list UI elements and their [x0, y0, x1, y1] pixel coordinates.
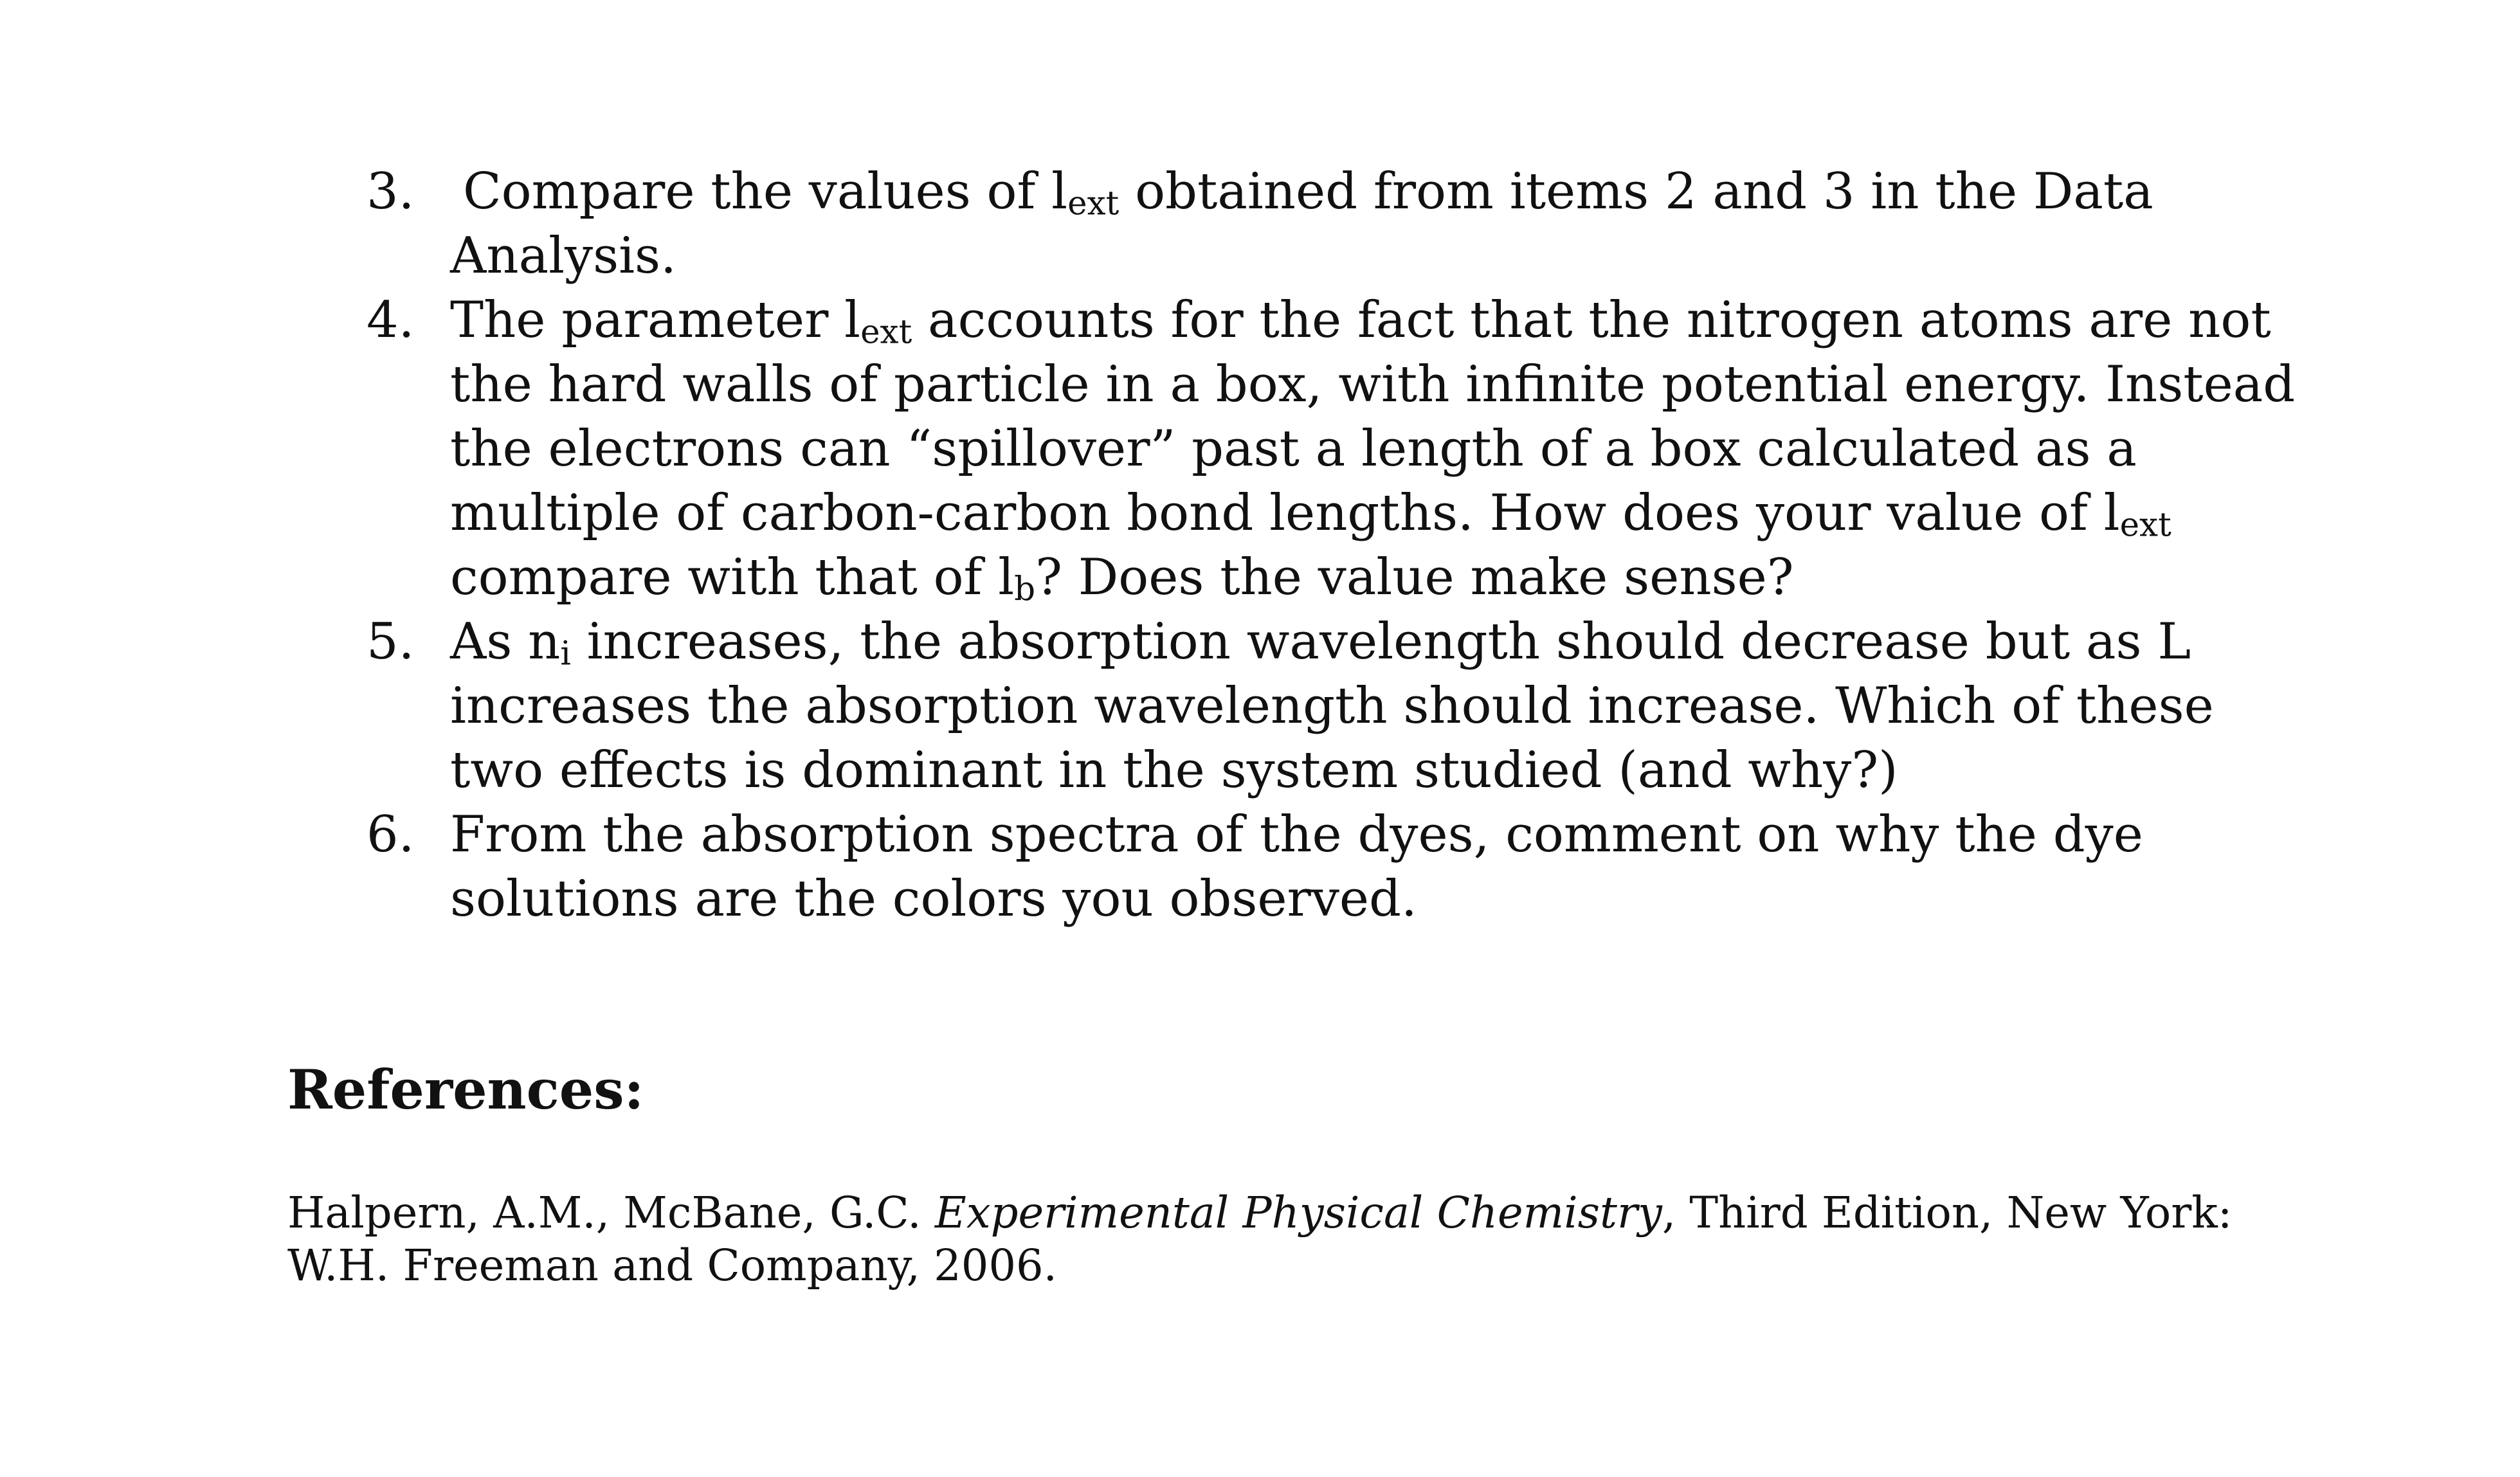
question-number: 3. — [367, 163, 415, 221]
reference-entry — [287, 1186, 2294, 1292]
subscript: i — [560, 634, 571, 673]
text-run: ? Does the value make sense? — [1035, 548, 1794, 606]
question-item-3 — [367, 159, 2296, 288]
text-run: increases, the absorption wavelength should decrease but as L increases the absorption wavelength should increase. Which of these two effects is dominant in the system studied (and why?) — [450, 613, 2214, 799]
question-item-6 — [367, 802, 2296, 931]
question-number: 6. — [367, 806, 415, 864]
text-run: accounts for the fact that the nitrogen atoms are not the hard walls of particle in a box, with infinite potential energy. Instead the electrons can “spillover” past a length of a box calculated as a multiple of carbon-carbon bond lengths. How does your value of l — [450, 291, 2296, 542]
subscript: b — [1014, 570, 1036, 609]
reference-title: Experimental Physical Chemistry — [934, 1188, 1662, 1238]
question-list — [367, 159, 2296, 931]
question-text — [450, 613, 2214, 799]
reference-authors: Halpern, A.M., McBane, G.C. — [287, 1188, 935, 1238]
question-text — [450, 291, 2296, 609]
text-run: obtained from items 2 and 3 in the Data Analysis. — [450, 163, 2153, 285]
references-heading: References: — [287, 1058, 644, 1121]
text-run: compare with that of l — [450, 548, 1015, 606]
question-number: 4. — [367, 291, 415, 349]
reference-publisher: , Third Edition, New York: W.H. Freeman and Company, 2006. — [287, 1188, 2233, 1291]
text-run: The parameter l — [450, 291, 861, 349]
text-run: Compare the values of l — [463, 163, 1068, 221]
text-run: As n — [450, 613, 561, 671]
subscript: ext — [860, 313, 912, 352]
subscript: ext — [2119, 505, 2171, 545]
question-item-5 — [367, 610, 2296, 802]
question-item-4 — [367, 288, 2296, 610]
question-number: 5. — [367, 613, 415, 671]
subscript: ext — [1067, 184, 1119, 223]
question-text — [450, 163, 2153, 285]
text-run: From the absorption spectra of the dyes, comment on why the dye solutions are the colors you observed. — [450, 806, 2143, 928]
question-text — [450, 806, 2143, 928]
